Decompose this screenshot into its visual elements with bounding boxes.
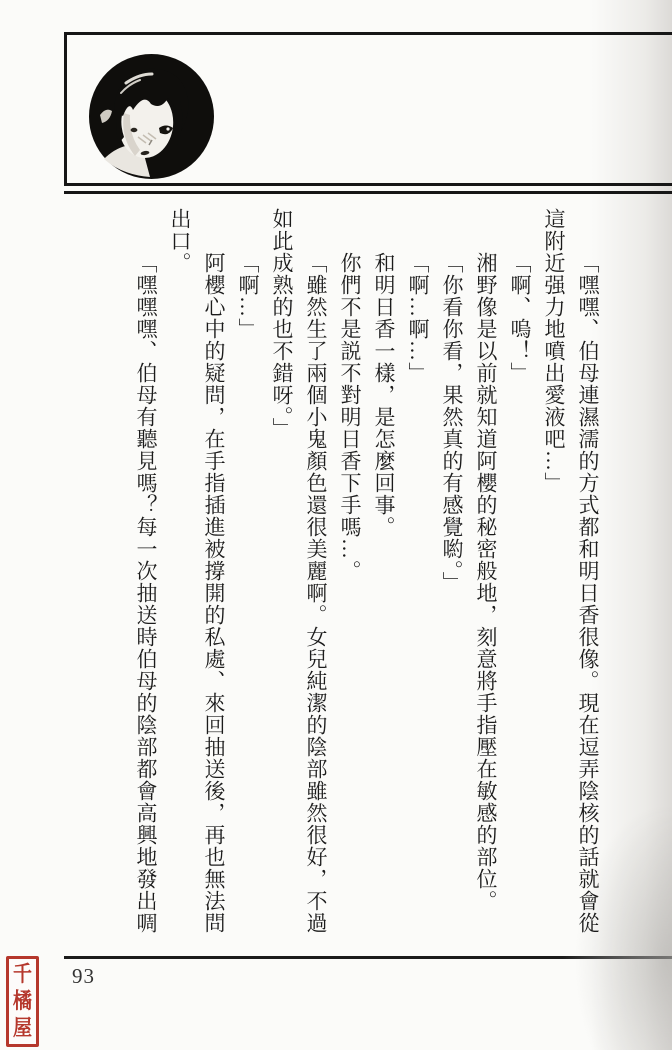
vertical-text-block [129,208,605,950]
text-column: 「啊…啊…」 [406,252,430,384]
text-column: 湘野像是以前就知道阿櫻的秘密般地，刻意將手指壓在敏感的部位。 [474,252,498,912]
text-column: 「啊、嗚！」 [508,252,532,384]
header-double-rule [64,191,672,194]
text-column: 「雖然生了兩個小鬼顏色還很美麗啊。女兒純潔的陰部雖然很好，不過 [304,252,328,934]
text-column: 「你看你看，果然真的有感覺喲。」 [440,252,464,594]
text-column: 「啊…」 [236,252,260,340]
text-column: 如此成熟的也不錯呀。」 [270,208,294,440]
text-column: 和明日香一樣，是怎麼回事。 [372,252,396,538]
text-column: 「嘿嘿、伯母連濕濡的方式都和明日香很像。現在逗弄陰核的話就會從 [576,252,600,934]
text-column: 這附近强力地噴出愛液吧…」 [542,208,566,494]
text-column: 出口。 [168,208,192,274]
page-number: 93 [72,964,95,988]
seal-char: 千 [12,962,32,987]
footer-rule [64,956,672,959]
seal-char: 橘 [12,989,32,1014]
text-column: 「嘿嘿嘿、伯母有聽見嗎？每一次抽送時伯母的陰部都會高興地發出啁 [134,252,158,934]
girl-face-portrait-icon [88,53,215,180]
seal-char: 屋 [12,1016,32,1041]
publisher-seal [6,956,39,1047]
text-column: 你們不是説不對明日香下手嗎…。 [338,252,362,582]
text-column: 阿櫻心中的疑問，在手指插進被撐開的私處、來回抽送後，再也無法問 [202,252,226,934]
